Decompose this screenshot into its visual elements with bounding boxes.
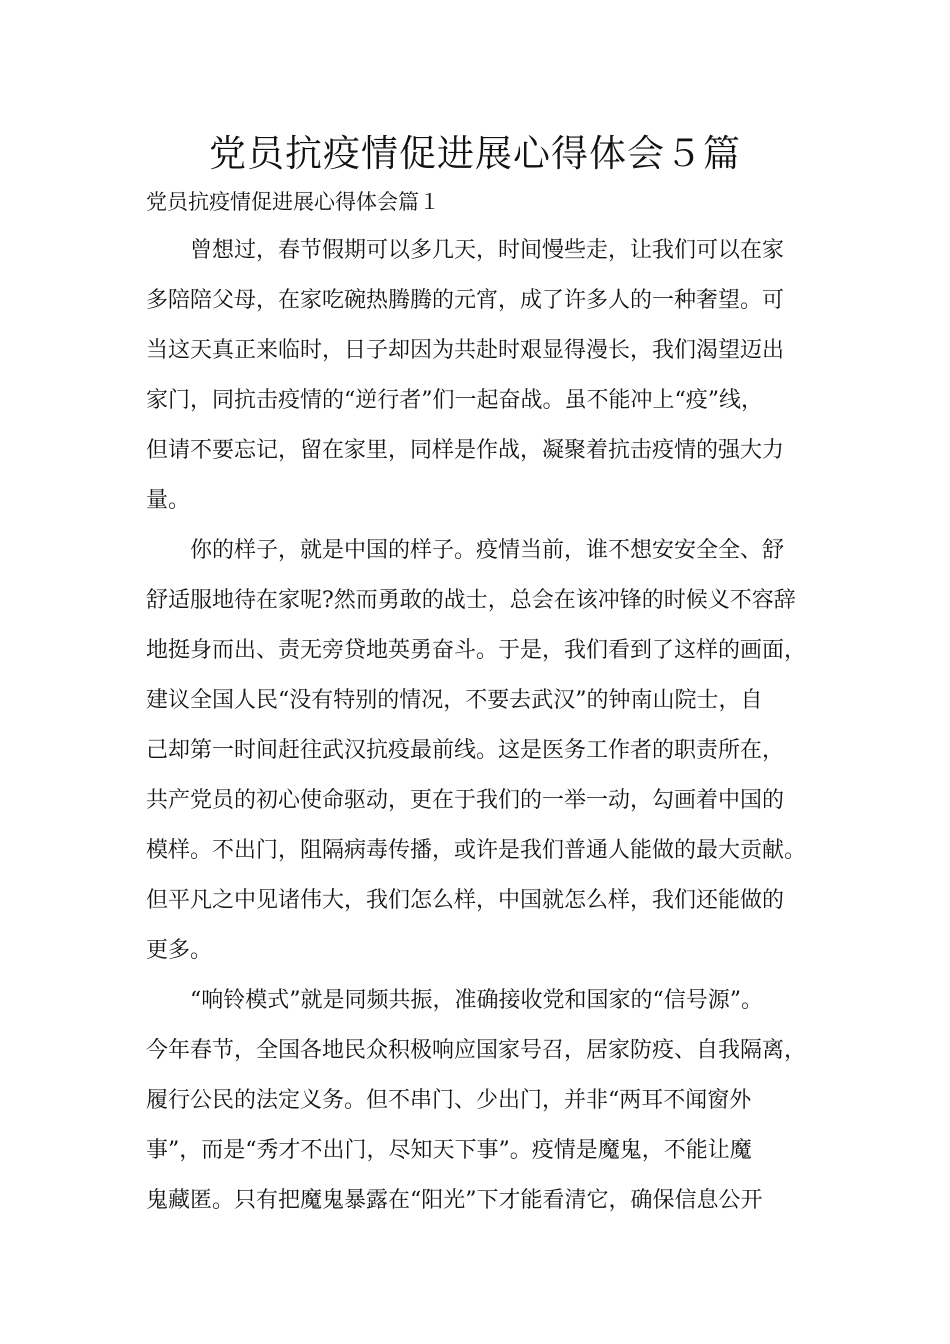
paragraph-line: 地挺身而出、责无旁贷地英勇奋斗。于是，我们看到了这样的画面， — [146, 638, 807, 663]
paragraph-line: 你的样子，就是中国的样子。疫情当前，谁不想安安全全、舒 — [190, 538, 785, 563]
paragraph-line: 更多。 — [146, 938, 213, 963]
paragraph-line: 履行公民的法定义务。但不串门、少出门，并非“两耳不闻窗外 — [146, 1088, 752, 1113]
paragraph-line: 鬼藏匿。只有把魔鬼暴露在“阳光”下才能看清它，确保信息公开 — [146, 1188, 763, 1213]
paragraph-line: 建议全国人民“没有特别的情况，不要去武汉”的钟南山院士，自 — [146, 688, 763, 713]
paragraph-line: 今年春节，全国各地民众积极响应国家号召，居家防疫、自我隔离， — [146, 1038, 807, 1063]
paragraph-line: 但平凡之中见诸伟大，我们怎么样，中国就怎么样，我们还能做的 — [146, 888, 785, 913]
paragraph-line: “响铃模式”就是同频共振，准确接收党和国家的“信号源”。 — [190, 988, 763, 1013]
paragraph-line: 量。 — [146, 488, 191, 513]
paragraph-line: 家门，同抗击疫情的“逆行者”们一起奋战。虽不能冲上“疫”线， — [146, 388, 763, 413]
paragraph-line: 曾想过，春节假期可以多几天，时间慢些走，让我们可以在家 — [190, 238, 785, 263]
paragraph-line: 当这天真正来临时，日子却因为共赴时艰显得漫长，我们渴望迈出 — [146, 338, 785, 363]
paragraph-line: 模样。不出门，阻隔病毒传播，或许是我们普通人能做的最大贡献。 — [146, 838, 807, 863]
section-heading: 党员抗疫情促进展心得体会篇１ — [146, 190, 440, 214]
document-title: 党员抗疫情促进展心得体会５篇 — [209, 132, 741, 175]
paragraph-line: 己却第一时间赶往武汉抗疫最前线。这是医务工作者的职责所在， — [146, 738, 785, 763]
paragraph-line: 多陪陪父母，在家吃碗热腾腾的元宵，成了许多人的一种奢望。可 — [146, 288, 785, 313]
paragraph-line: 共产党员的初心使命驱动，更在于我们的一举一动，勾画着中国的 — [146, 788, 785, 813]
paragraph-line: 但请不要忘记，留在家里，同样是作战，凝聚着抗击疫情的强大力 — [146, 438, 785, 463]
paragraph-line: 舒适服地待在家呢?然而勇敢的战士，总会在该冲锋的时候义不容辞 — [146, 588, 796, 613]
paragraph-line: 事”，而是“秀才不出门，尽知天下事”。疫情是魔鬼，不能让魔 — [146, 1138, 752, 1163]
